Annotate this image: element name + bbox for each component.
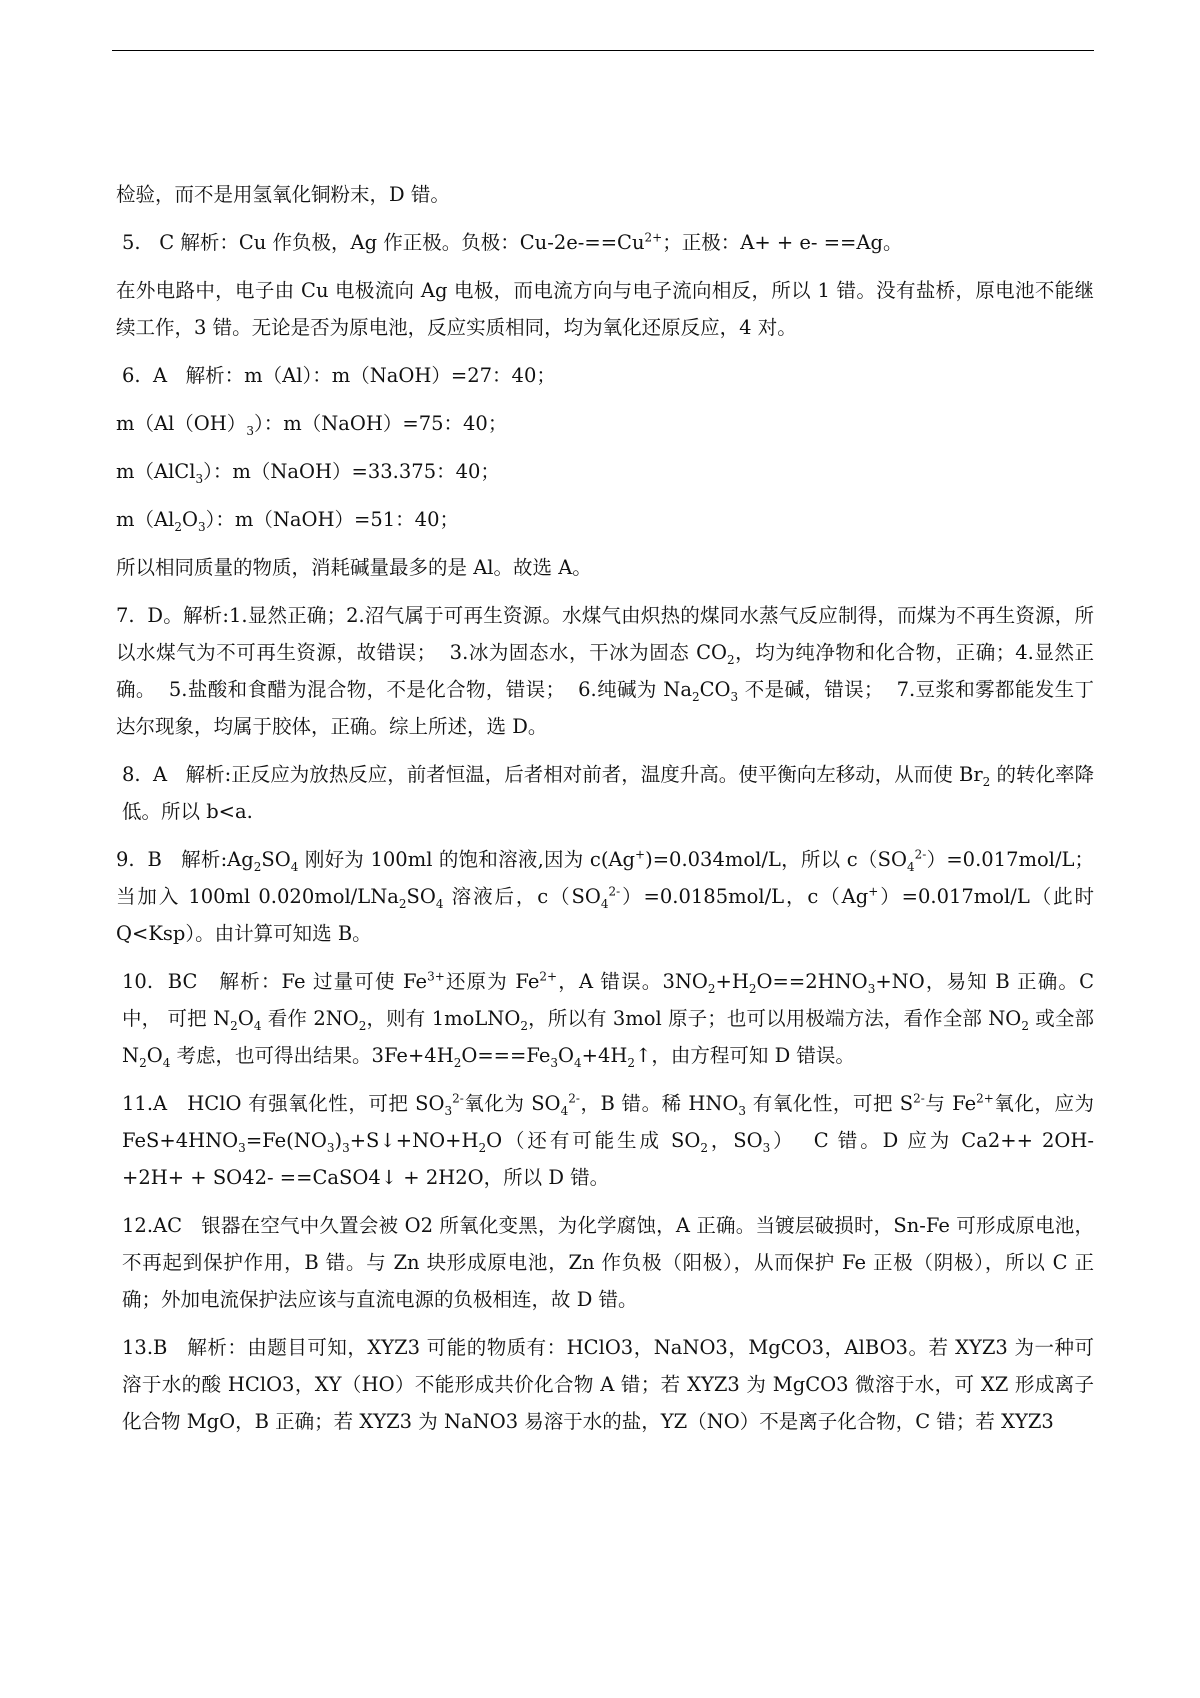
paragraph: 9. B 解析$:Ag_2SO_4$ 刚好为 100ml 的饱和溶液,因为 c(Ag+)=0.034mol/L，所以 $c(SO_4^{2-})=0.017mol/L$；当加入 100ml $0.020mol/LNa_2SO_4$ 溶液后，$c(SO_4^{2-})=0.0185mol/L$，c（Ag+）=0.017mol/L（此时 Q<Ksp）。由计算可知选 B。 — [116, 847, 1095, 945]
document-body — [116, 176, 1094, 1451]
paragraph: 所以相同质量的物质，消耗碱量最多的是 Al。故选 A。 — [116, 556, 592, 579]
paragraph: $m(Al_2O_3)$：m（NaOH）=51：40； — [116, 508, 459, 534]
paragraph: 10. BC 解析：Fe 过量可使 $Fe^{3+}$还原为 $Fe^{2+}$，A 错误。$3NO_2+H_2O==2HNO_3+NO$，易知 B 正确。C 中， 可把 $N_2O_4$ 看作 $2NO_2$，则有 1moLNO$_2$，所以有 3mol 原子；也可以用极端方法，看作全部 $NO_2$ 或全部 $N_2O_4$ 考虑，也可得出结果。$3Fe+4H_2O===Fe_3O_4+4H_2↑$，由方程可知 D 错误。 — [122, 969, 1095, 1070]
paragraph: 13.B 解析：由题目可知，XYZ3 可能的物质有：HClO3，NaNO3，MgCO3，AlBO3。若 XYZ3 为一种可溶于水的酸 HClO3，XY（HO）不能形成共价化合物 A 错；若 XYZ3 为 MgCO3 微溶于水，可 XZ 形成离子化合物 MgO，B 正确；若 XYZ3 为 NaNO3 易溶于水的盐，YZ（NO）不是离子化合物，C 错；若 XYZ3 — [122, 1336, 1094, 1433]
paragraph: 检验，而不是用氢氧化铜粉末，D 错。 — [116, 183, 450, 206]
paragraph: 6. A 解析：m（Al）：m（NaOH）=27：40； — [122, 364, 556, 387]
paragraph: 7. D。解析:1.显然正确；2.沼气属于可再生资源。水煤气由炽热的煤同水蒸气反应制得，而煤为不再生资源，所以水煤气为不可再生资源，故错误； 3.冰为固态水，干冰为固态 $CO_2$，均为纯净物和化合物，正确；4.显然正确。 5.盐酸和食醋为混合物，不是化合物，错误； 6.纯碱为 $Na_2CO_3$ 不是碱，错误； 7.豆浆和雾都能发生丁达尔现象，均属于胶体，正确。综上所述，选 D。 — [116, 604, 1095, 738]
paragraph: m（AlCl$_3$）：m（NaOH）=33.375：40； — [116, 460, 500, 486]
paragraph: $m(Al(OH)_3)$：m（NaOH）=75：40； — [116, 412, 508, 438]
header-rule — [112, 50, 1094, 51]
paragraph: 在外电路中，电子由 Cu 电极流向 Ag 电极，而电流方向与电子流向相反，所以 1 错。没有盐桥，原电池不能继续工作，3 错。无论是否为原电池，反应实质相同，均为氧化还原反应，4 对。 — [116, 279, 1094, 339]
paragraph: 8. A 解析:正反应为放热反应，前者恒温，后者相对前者，温度升高。使平衡向左移动，从而使 $Br_2$ 的转化率降低。所以 b<a. — [122, 763, 1095, 823]
paragraph: 12.AC 银器在空气中久置会被 O2 所氧化变黑，为化学腐蚀，A 正确。当镀层破损时，Sn-Fe 可形成原电池，不再起到保护作用，B 错。与 Zn 块形成原电池，Zn 作负极（阳极），从而保护 Fe 正极（阴极），所以 C 正确；外加电流保护法应该与直流电源的负极相连，故 D 错。 — [122, 1214, 1094, 1311]
paragraph: 5. C 解析：Cu 作负极，Ag 作正极。负极：$Cu-2e-==Cu^{2+}$；正极：A+ + e- ==Ag。 — [122, 230, 903, 254]
paragraph: 11.A HClO 有强氧化性，可把 $SO_3^{2-}$氧化为 $SO_4^{2-}$，B 错。稀 $HNO_3$ 有氧化性，可把 $S^{2-}$与 $Fe^{2+}$氧化，应为 $FeS+4HNO_3=Fe(NO_3)_3+S↓+NO+H_2O$（还有可能生成 $SO_2$，$SO_3$） C 错。D 应为 Ca2++ 2OH- +2H+ + SO42- ==CaSO4↓ + 2H2O，所以 D 错。 — [122, 1091, 1094, 1189]
